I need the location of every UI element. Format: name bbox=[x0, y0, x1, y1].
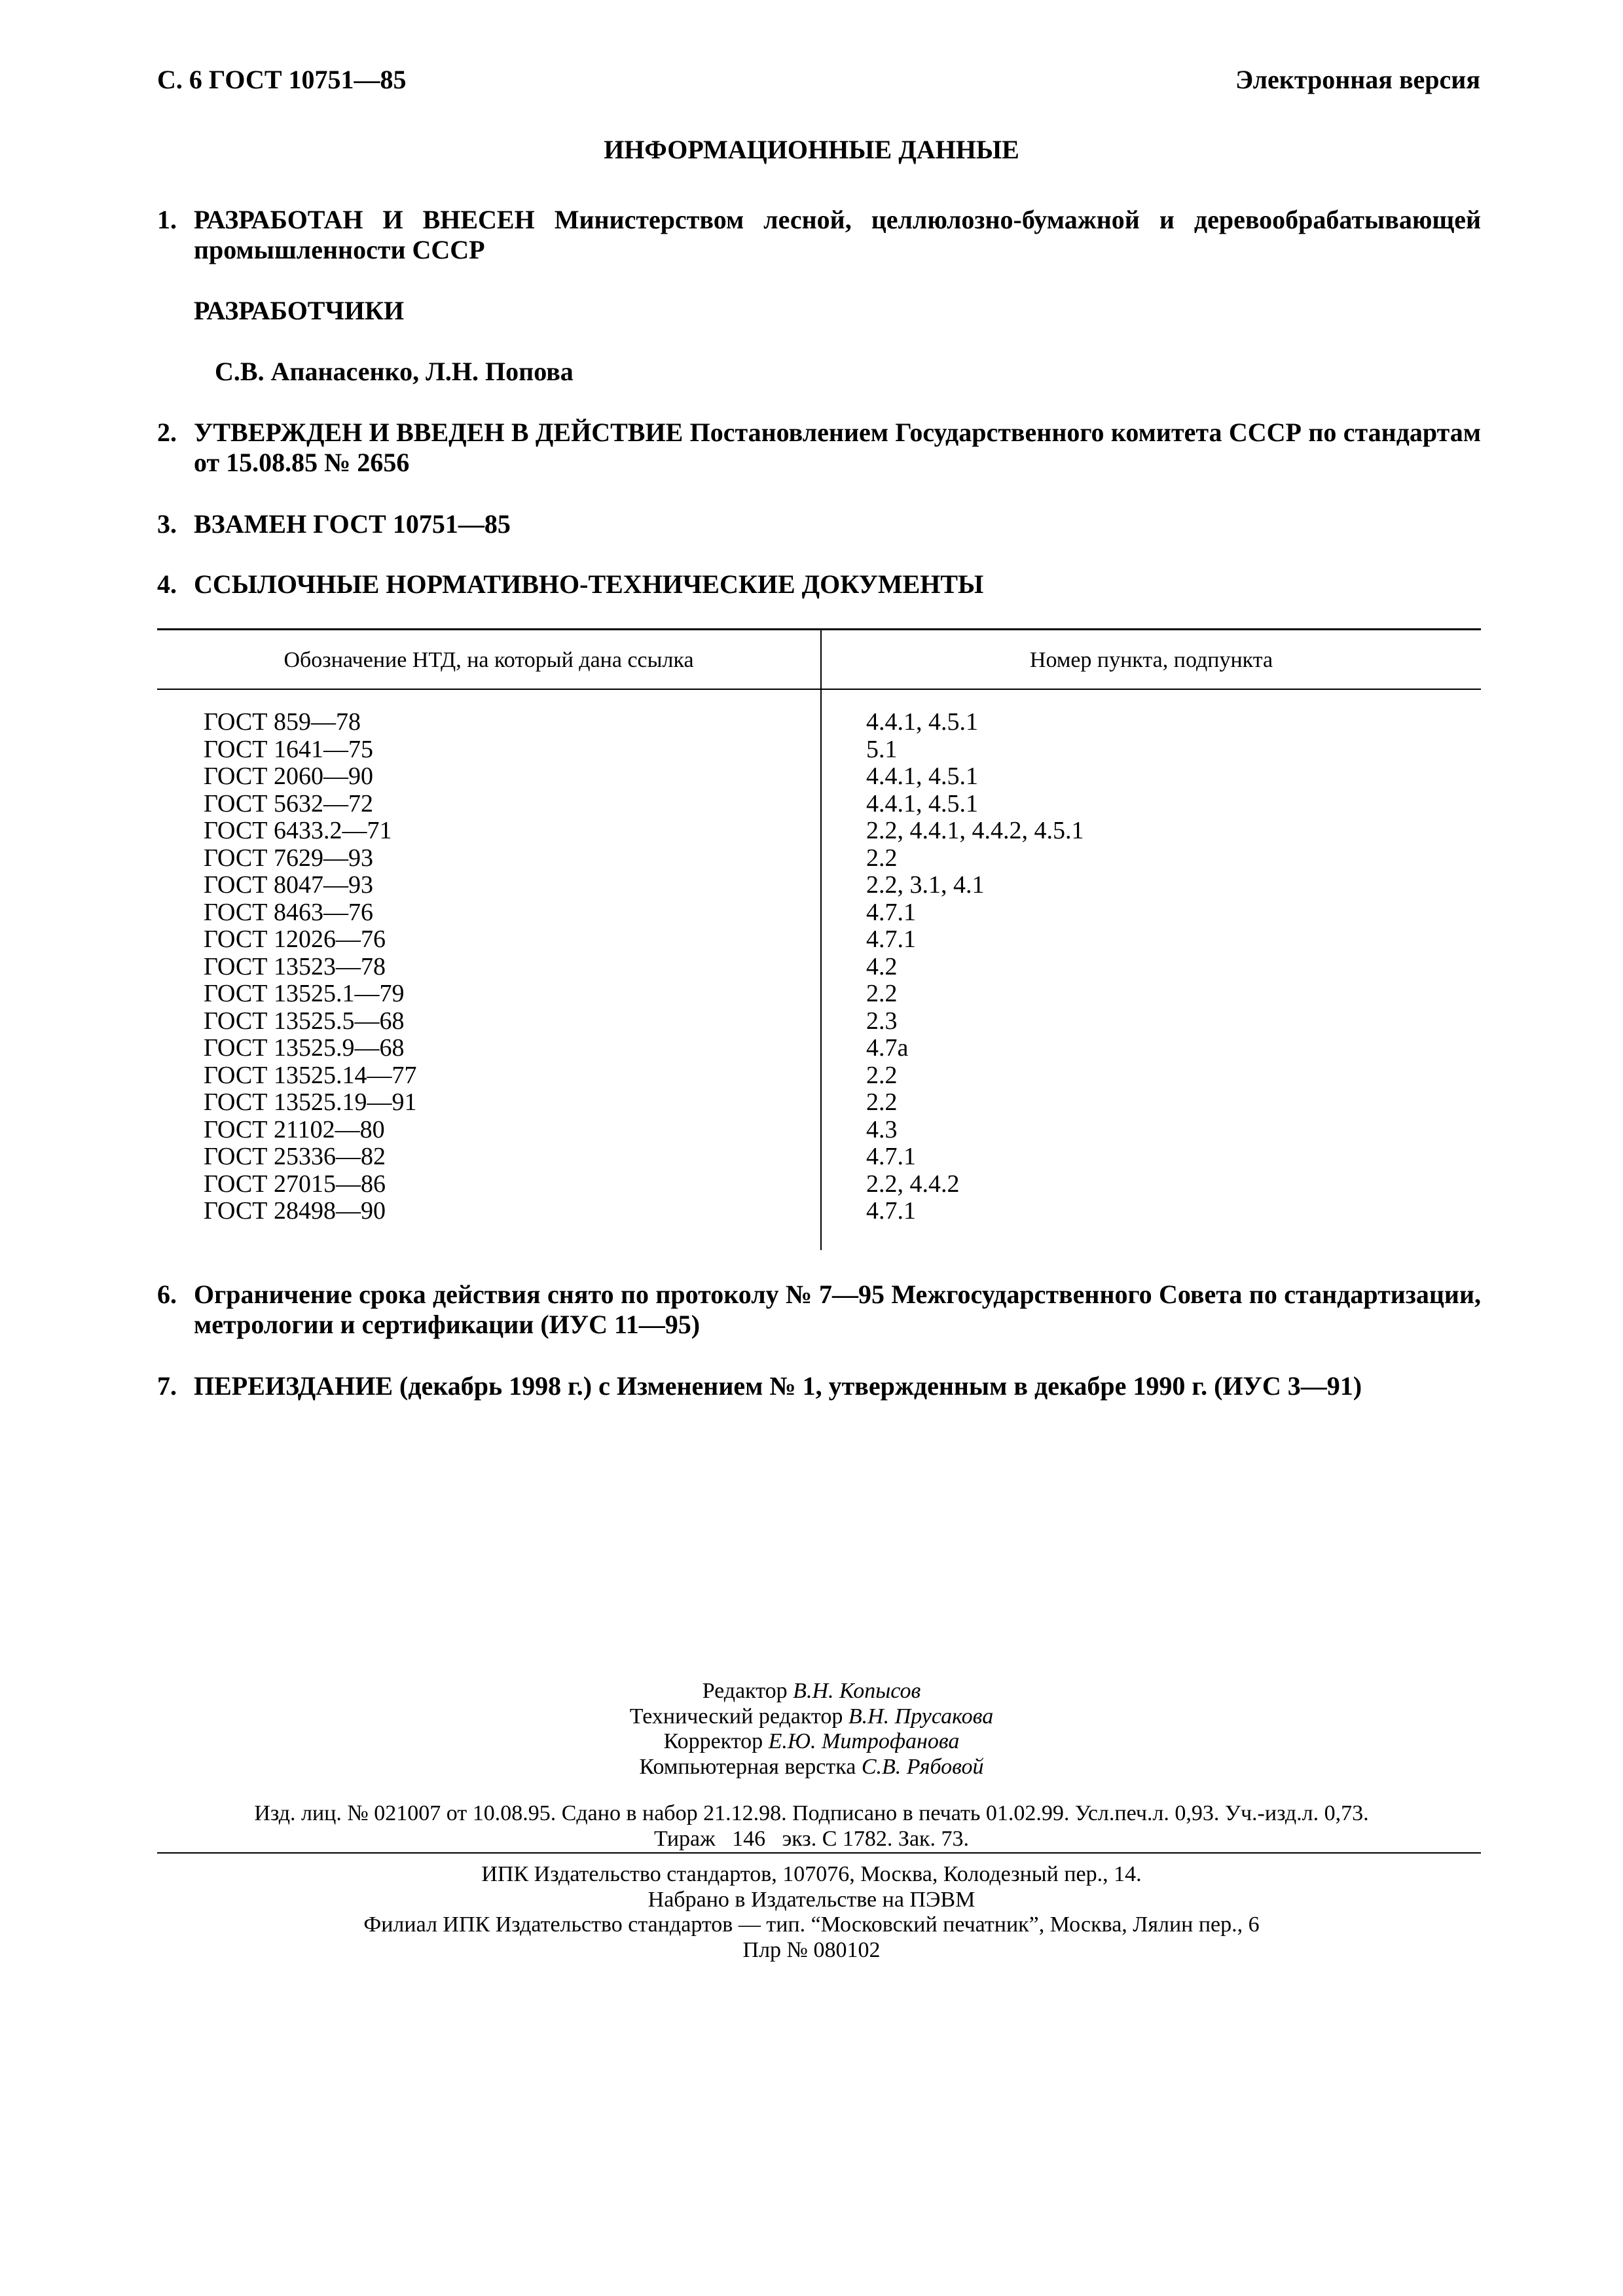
table-cell-document: ГОСТ 28498—90 bbox=[204, 1197, 386, 1225]
imprint-layout: Компьютерная верстка С.В. Рябовой bbox=[639, 1754, 984, 1779]
table-column-divider bbox=[820, 630, 822, 1250]
table-cell-document: ГОСТ 13525.9—68 bbox=[204, 1034, 405, 1062]
table-top-rule bbox=[157, 628, 1481, 630]
imprint-rule bbox=[157, 1852, 1481, 1854]
running-header-left: С. 6 ГОСТ 10751—85 bbox=[157, 65, 407, 94]
table-column-documents bbox=[204, 709, 417, 1225]
imprint-plr-line: Плр № 080102 bbox=[742, 1937, 881, 1962]
table-cell-clause: 2.2, 4.4.2 bbox=[866, 1170, 960, 1198]
imprint-circulation-line: Тираж 146 экз. С 1782. Зак. 73. bbox=[653, 1826, 970, 1851]
developers-names: С.В. Апанасенко, Л.Н. Попова bbox=[215, 357, 574, 386]
item-6-number: 6. bbox=[157, 1280, 177, 1309]
table-cell-document: ГОСТ 12026—76 bbox=[204, 925, 386, 953]
table-cell-clause: 4.7.1 bbox=[866, 898, 916, 926]
table-cell-document: ГОСТ 25336—82 bbox=[204, 1143, 386, 1170]
table-cell-document: ГОСТ 8047—93 bbox=[204, 871, 373, 899]
table-cell-document: ГОСТ 21102—80 bbox=[204, 1115, 385, 1143]
table-cell-document: ГОСТ 7629—93 bbox=[204, 844, 373, 872]
table-cell-clause: 2.2, 4.4.1, 4.4.2, 4.5.1 bbox=[866, 817, 1084, 844]
table-cell-document: ГОСТ 8463—76 bbox=[204, 898, 373, 926]
page-title: ИНФОРМАЦИОННЫЕ ДАННЫЕ bbox=[604, 135, 1019, 164]
table-cell-clause: 2.2 bbox=[866, 980, 898, 1007]
table-cell-clause: 4.4.1, 4.5.1 bbox=[866, 789, 978, 817]
item-3-text: ВЗАМЕН ГОСТ 10751—85 bbox=[194, 509, 511, 539]
table-cell-clause: 2.2, 3.1, 4.1 bbox=[866, 871, 985, 899]
imprint-tech-editor: Технический редактор В.Н. Прусакова bbox=[629, 1704, 994, 1729]
table-cell-document: ГОСТ 5632—72 bbox=[204, 789, 373, 817]
item-7-text: ПЕРЕИЗДАНИЕ (декабрь 1998 г.) с Изменением № 1, утвержденным в декабре 1990 г. (ИУС 3—91) bbox=[194, 1371, 1362, 1401]
table-cell-document: ГОСТ 13525.1—79 bbox=[204, 980, 405, 1007]
table-cell-clause: 4.4.1, 4.5.1 bbox=[866, 762, 978, 790]
table-cell-document: ГОСТ 13525.19—91 bbox=[204, 1088, 417, 1116]
table-cell-document: ГОСТ 2060—90 bbox=[204, 762, 373, 790]
table-cell-clause: 2.3 bbox=[866, 1007, 898, 1035]
developers-label: РАЗРАБОТЧИКИ bbox=[194, 296, 405, 325]
table-cell-clause: 4.3 bbox=[866, 1115, 898, 1143]
imprint-publisher bbox=[0, 1862, 1623, 1963]
running-header-right: Электронная версия bbox=[1235, 65, 1480, 94]
imprint-publication bbox=[0, 1801, 1623, 1852]
imprint-credits bbox=[0, 1679, 1623, 1780]
item-4-number: 4. bbox=[157, 569, 177, 599]
imprint-editor: Редактор В.Н. Копысов bbox=[702, 1679, 921, 1703]
table-cell-document: ГОСТ 13525.14—77 bbox=[204, 1061, 417, 1089]
table-cell-document: ГОСТ 27015—86 bbox=[204, 1170, 386, 1198]
table-cell-document: ГОСТ 13523—78 bbox=[204, 952, 386, 980]
table-cell-clause: 2.2 bbox=[866, 844, 898, 872]
table-header-clause: Номер пункта, подпункта bbox=[1029, 648, 1273, 672]
item-7-number: 7. bbox=[157, 1371, 177, 1401]
item-4-text: ССЫЛОЧНЫЕ НОРМАТИВНО-ТЕХНИЧЕСКИЕ ДОКУМЕНТЫ bbox=[194, 569, 984, 599]
table-cell-document: ГОСТ 1641—75 bbox=[204, 735, 373, 763]
table-cell-clause: 4.7.1 bbox=[866, 925, 916, 953]
table-header-rule bbox=[157, 689, 1481, 690]
imprint-corrector: Корректор Е.Ю. Митрофанова bbox=[663, 1729, 960, 1753]
item-2-text: УТВЕРЖДЕН И ВВЕДЕН В ДЕЙСТВИЕ Постановлением Государственного комитета СССР по стандартам от 15.08.85 № 2656 bbox=[194, 418, 1481, 477]
table-cell-clause: 4.4.1, 4.5.1 bbox=[866, 708, 978, 736]
table-cell-clause: 4.2 bbox=[866, 952, 898, 980]
table-column-clauses bbox=[866, 709, 1084, 1225]
table-header-document: Обозначение НТД, на который дана ссылка bbox=[283, 648, 694, 672]
imprint-typeset-line: Набрано в Издательстве на ПЭВМ bbox=[647, 1887, 976, 1912]
item-3-number: 3. bbox=[157, 509, 177, 539]
table-cell-clause: 4.7а bbox=[866, 1034, 909, 1062]
imprint-publisher-line: ИПК Издательство стандартов, 107076, Москва, Колодезный пер., 14. bbox=[481, 1862, 1142, 1886]
table-cell-clause: 2.2 bbox=[866, 1088, 898, 1116]
imprint-branch-line: Филиал ИПК Издательство стандартов — тип. “Московский печатник”, Москва, Лялин пер., 6 bbox=[363, 1912, 1260, 1937]
table-cell-clause: 2.2 bbox=[866, 1061, 898, 1089]
item-1-number: 1. bbox=[157, 205, 177, 234]
item-2-number: 2. bbox=[157, 418, 177, 447]
table-cell-document: ГОСТ 859—78 bbox=[204, 708, 361, 736]
imprint-license-line: Изд. лиц. № 021007 от 10.08.95. Сдано в набор 21.12.98. Подписано в печать 01.02.99. Усл.печ.л. 0,93. Уч.-изд.л. 0,73. bbox=[254, 1801, 1369, 1825]
item-6-text: Ограничение срока действия снято по протоколу № 7—95 Межгосударственного Совета по стандартизации, метрологии и сертификации (ИУС 11—95) bbox=[194, 1280, 1481, 1339]
table-cell-clause: 5.1 bbox=[866, 735, 898, 763]
table-cell-clause: 4.7.1 bbox=[866, 1197, 916, 1225]
item-1-text: РАЗРАБОТАН И ВНЕСЕН Министерством лесной, целлюлозно-бумажной и деревообрабатывающей промышленности СССР bbox=[194, 205, 1481, 264]
table-cell-document: ГОСТ 6433.2—71 bbox=[204, 817, 392, 844]
table-cell-document: ГОСТ 13525.5—68 bbox=[204, 1007, 405, 1035]
table-cell-clause: 4.7.1 bbox=[866, 1143, 916, 1170]
